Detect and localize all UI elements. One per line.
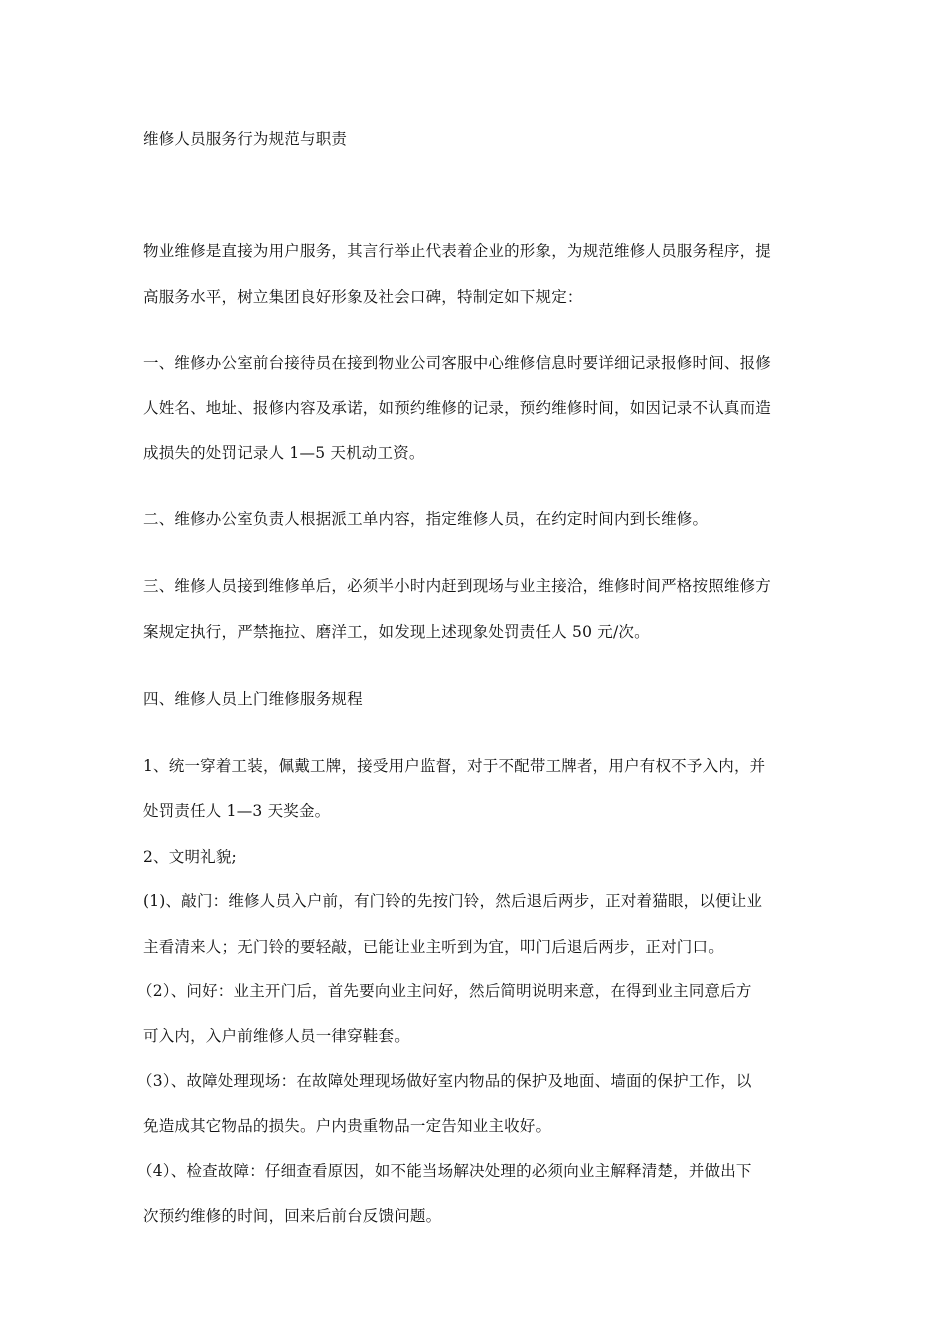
point-4-line-1: （4）、检查故障：仔细查看原因，如不能当场解决处理的必须向业主解释清楚，并做出下	[137, 1162, 752, 1180]
rule-2-line-1: 二、维修办公室负责人根据派工单内容，指定维修人员，在约定时间内到长维修。	[143, 510, 709, 528]
document-title: 维修人员服务行为规范与职责	[143, 130, 348, 148]
point-1-line-1: (1)、敲门：维修人员入户前，有门铃的先按门铃，然后退后两步，正对着猫眼，以便让业	[143, 892, 763, 910]
rule-4-heading: 四、维修人员上门维修服务规程	[143, 690, 363, 708]
rule-1-line-2: 人姓名、地址、报修内容及承诺，如预约维修的记录，预约维修时间，如因记录不认真而造	[143, 399, 772, 417]
rule-3-line-2: 案规定执行，严禁拖拉、磨洋工，如发现上述现象处罚责任人 50 元/次。	[143, 623, 650, 641]
point-2-line-2: 可入内，入户前维修人员一律穿鞋套。	[143, 1027, 410, 1045]
intro-line-2: 高服务水平，树立集团良好形象及社会口碑，特制定如下规定：	[143, 288, 583, 306]
point-3-line-1: （3）、故障处理现场：在故障处理现场做好室内物品的保护及地面、墙面的保护工作，以	[137, 1072, 752, 1090]
rule-3-line-1: 三、维修人员接到维修单后，必须半小时内赶到现场与业主接洽，维修时间严格按照维修方	[143, 577, 772, 595]
point-2-line-1: （2）、问好：业主开门后，首先要向业主问好，然后简明说明来意，在得到业主同意后方	[137, 982, 752, 1000]
subrule-1-line-1: 1、统一穿着工装，佩戴工牌，接受用户监督，对于不配带工牌者，用户有权不予入内，并	[143, 757, 766, 775]
point-1-line-2: 主看清来人；无门铃的要轻敲，已能让业主听到为宜，叩门后退后两步，正对门口。	[143, 938, 724, 956]
point-3-line-2: 免造成其它物品的损失。户内贵重物品一定告知业主收好。	[143, 1117, 552, 1135]
point-4-line-2: 次预约维修的时间，回来后前台反馈问题。	[143, 1207, 442, 1225]
rule-1-line-3: 成损失的处罚记录人 1—5 天机动工资。	[143, 444, 425, 462]
subrule-2-heading: 2、文明礼貌;	[143, 848, 237, 866]
intro-line-1: 物业维修是直接为用户服务，其言行举止代表着企业的形象，为规范维修人员服务程序，提	[143, 242, 772, 260]
rule-1-line-1: 一、维修办公室前台接待员在接到物业公司客服中心维修信息时要详细记录报修时间、报修	[143, 354, 772, 372]
subrule-1-line-2: 处罚责任人 1—3 天奖金。	[143, 802, 331, 820]
